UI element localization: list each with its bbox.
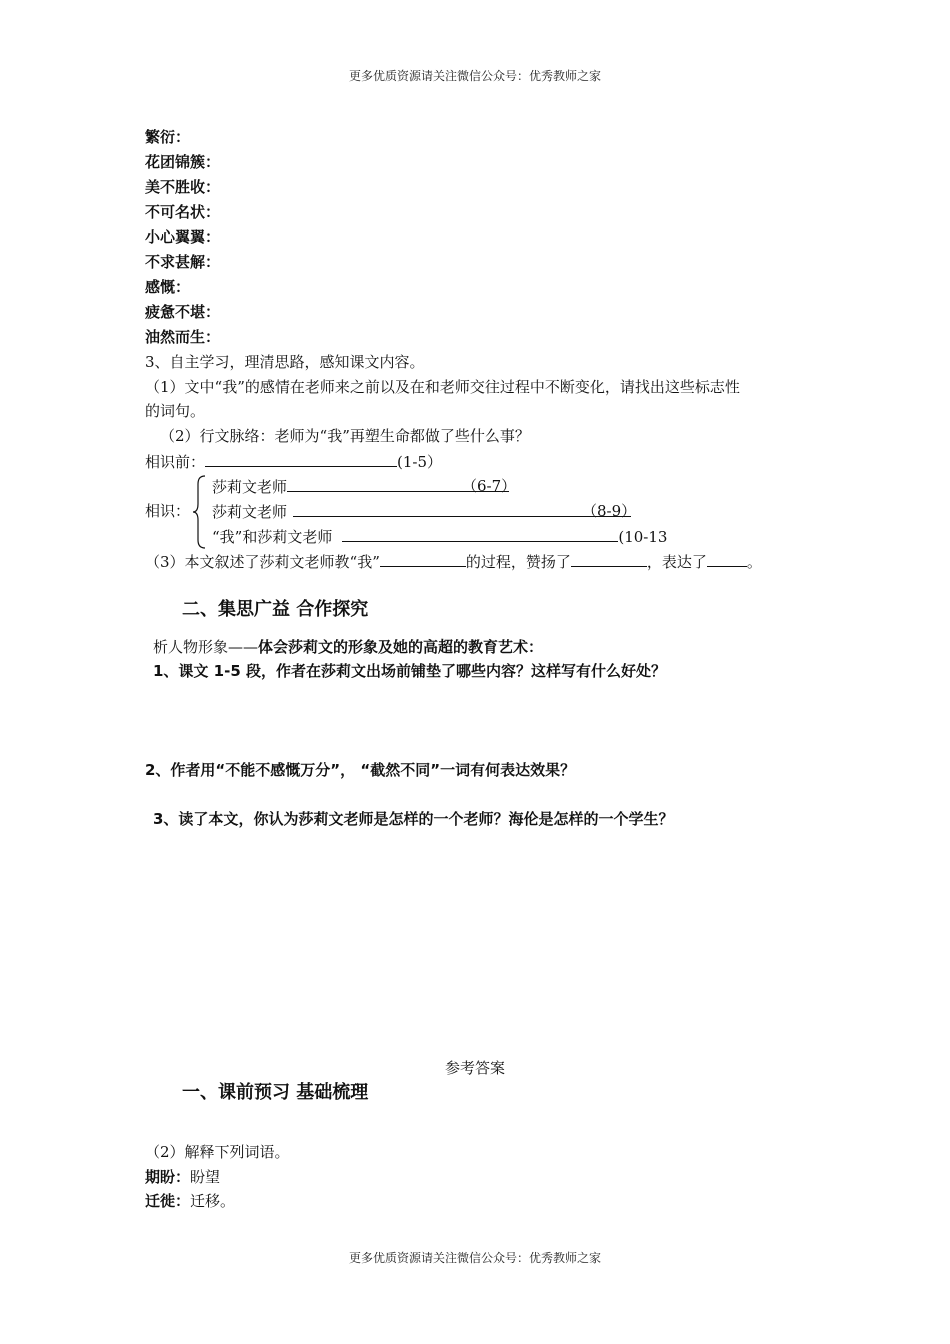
answers-title: 参考答案 bbox=[444, 1059, 505, 1077]
discussion-question-3: 3、读了本文，你认为莎莉文老师是怎样的一个老师？海伦是怎样的一个学生？ bbox=[153, 810, 674, 828]
before-range: (1-5） bbox=[397, 453, 443, 471]
analysis-bold: 体会莎莉文的形象及她的高超的教育艺术： bbox=[258, 638, 544, 656]
analysis-line bbox=[153, 637, 543, 657]
curly-brace bbox=[192, 474, 208, 550]
vocab-term: 小心翼翼： bbox=[145, 228, 221, 246]
section2-heading: 二、集思广益 合作探究 bbox=[182, 599, 369, 620]
meet-row-text: 莎莉文老师 bbox=[212, 478, 288, 496]
vocab-term: 不求甚解： bbox=[145, 253, 221, 271]
vocab-term: 繁衍： bbox=[145, 128, 191, 146]
analysis-prefix: 析人物形象—— bbox=[153, 638, 259, 656]
page-header: 更多优质资源请关注微信公众号：优秀教师之家 bbox=[348, 69, 601, 83]
meet-row-text: 莎莉文老师 bbox=[212, 503, 288, 521]
meet-row-range: (10-13 bbox=[618, 528, 668, 546]
answer-term: 期盼： bbox=[145, 1168, 191, 1186]
question-3-fill bbox=[145, 551, 762, 572]
discussion-question-1: 1、课文 1-5 段，作者在莎莉文出场前铺垫了哪些内容？这样写有什么好处？ bbox=[153, 662, 666, 680]
before-meeting-row bbox=[145, 451, 442, 472]
answer-blank[interactable] bbox=[707, 551, 747, 567]
answer-blank[interactable] bbox=[571, 551, 647, 567]
answer-def: 盼望 bbox=[190, 1168, 221, 1186]
answer-term: 迁徙： bbox=[145, 1192, 191, 1210]
q3-part1: （3）本文叙述了莎莉文老师教“我” bbox=[145, 553, 380, 571]
answers-heading: 一、课前预习 基础梳理 bbox=[182, 1082, 369, 1103]
meet-row-text: “我”和莎莉文老师 bbox=[212, 528, 333, 546]
q3-end: 。 bbox=[746, 553, 762, 571]
answer-blank[interactable] bbox=[380, 551, 466, 567]
vocab-term: 油然而生： bbox=[145, 328, 221, 346]
vocab-term: 不可名状： bbox=[145, 203, 221, 221]
answer-row bbox=[145, 1167, 220, 1187]
vocab-term: 花团锦簇： bbox=[145, 153, 221, 171]
meet-label: 相识： bbox=[145, 502, 191, 520]
meet-row-range: （8-9） bbox=[582, 502, 637, 520]
meet-row-range: （6-7） bbox=[462, 477, 517, 495]
vocab-term: 疲惫不堪： bbox=[145, 303, 221, 321]
answer-blank[interactable] bbox=[205, 451, 397, 467]
answer-row bbox=[145, 1191, 235, 1211]
question-1-line2: 的词句。 bbox=[145, 402, 206, 420]
q3-part3: ，表达了 bbox=[646, 553, 707, 571]
answers-sub: （2）解释下列词语。 bbox=[145, 1143, 290, 1161]
discussion-question-2: 2、作者用“不能不感慨万分”， “截然不同”一词有何表达效果？ bbox=[145, 761, 576, 779]
section3-title: 3、自主学习，理清思路，感知课文内容。 bbox=[145, 353, 425, 371]
vocab-term: 美不胜收： bbox=[145, 178, 221, 196]
question-1-line1: （1）文中“我”的感情在老师来之前以及在和老师交往过程中不断变化，请找出这些标志性 bbox=[145, 378, 740, 396]
meet-row-2 bbox=[212, 501, 631, 522]
answer-blank[interactable] bbox=[342, 526, 618, 542]
page-footer: 更多优质资源请关注微信公众号：优秀教师之家 bbox=[348, 1251, 601, 1265]
answer-def: 迁移。 bbox=[190, 1192, 236, 1210]
before-label: 相识前： bbox=[145, 453, 206, 471]
vocab-term: 感慨： bbox=[145, 278, 191, 296]
question-2: （2）行文脉络：老师为“我”再塑生命都做了些什么事？ bbox=[160, 427, 530, 445]
meet-row-3 bbox=[212, 526, 667, 547]
answer-blank[interactable] bbox=[293, 501, 631, 517]
q3-part2: 的过程，赞扬了 bbox=[465, 553, 571, 571]
